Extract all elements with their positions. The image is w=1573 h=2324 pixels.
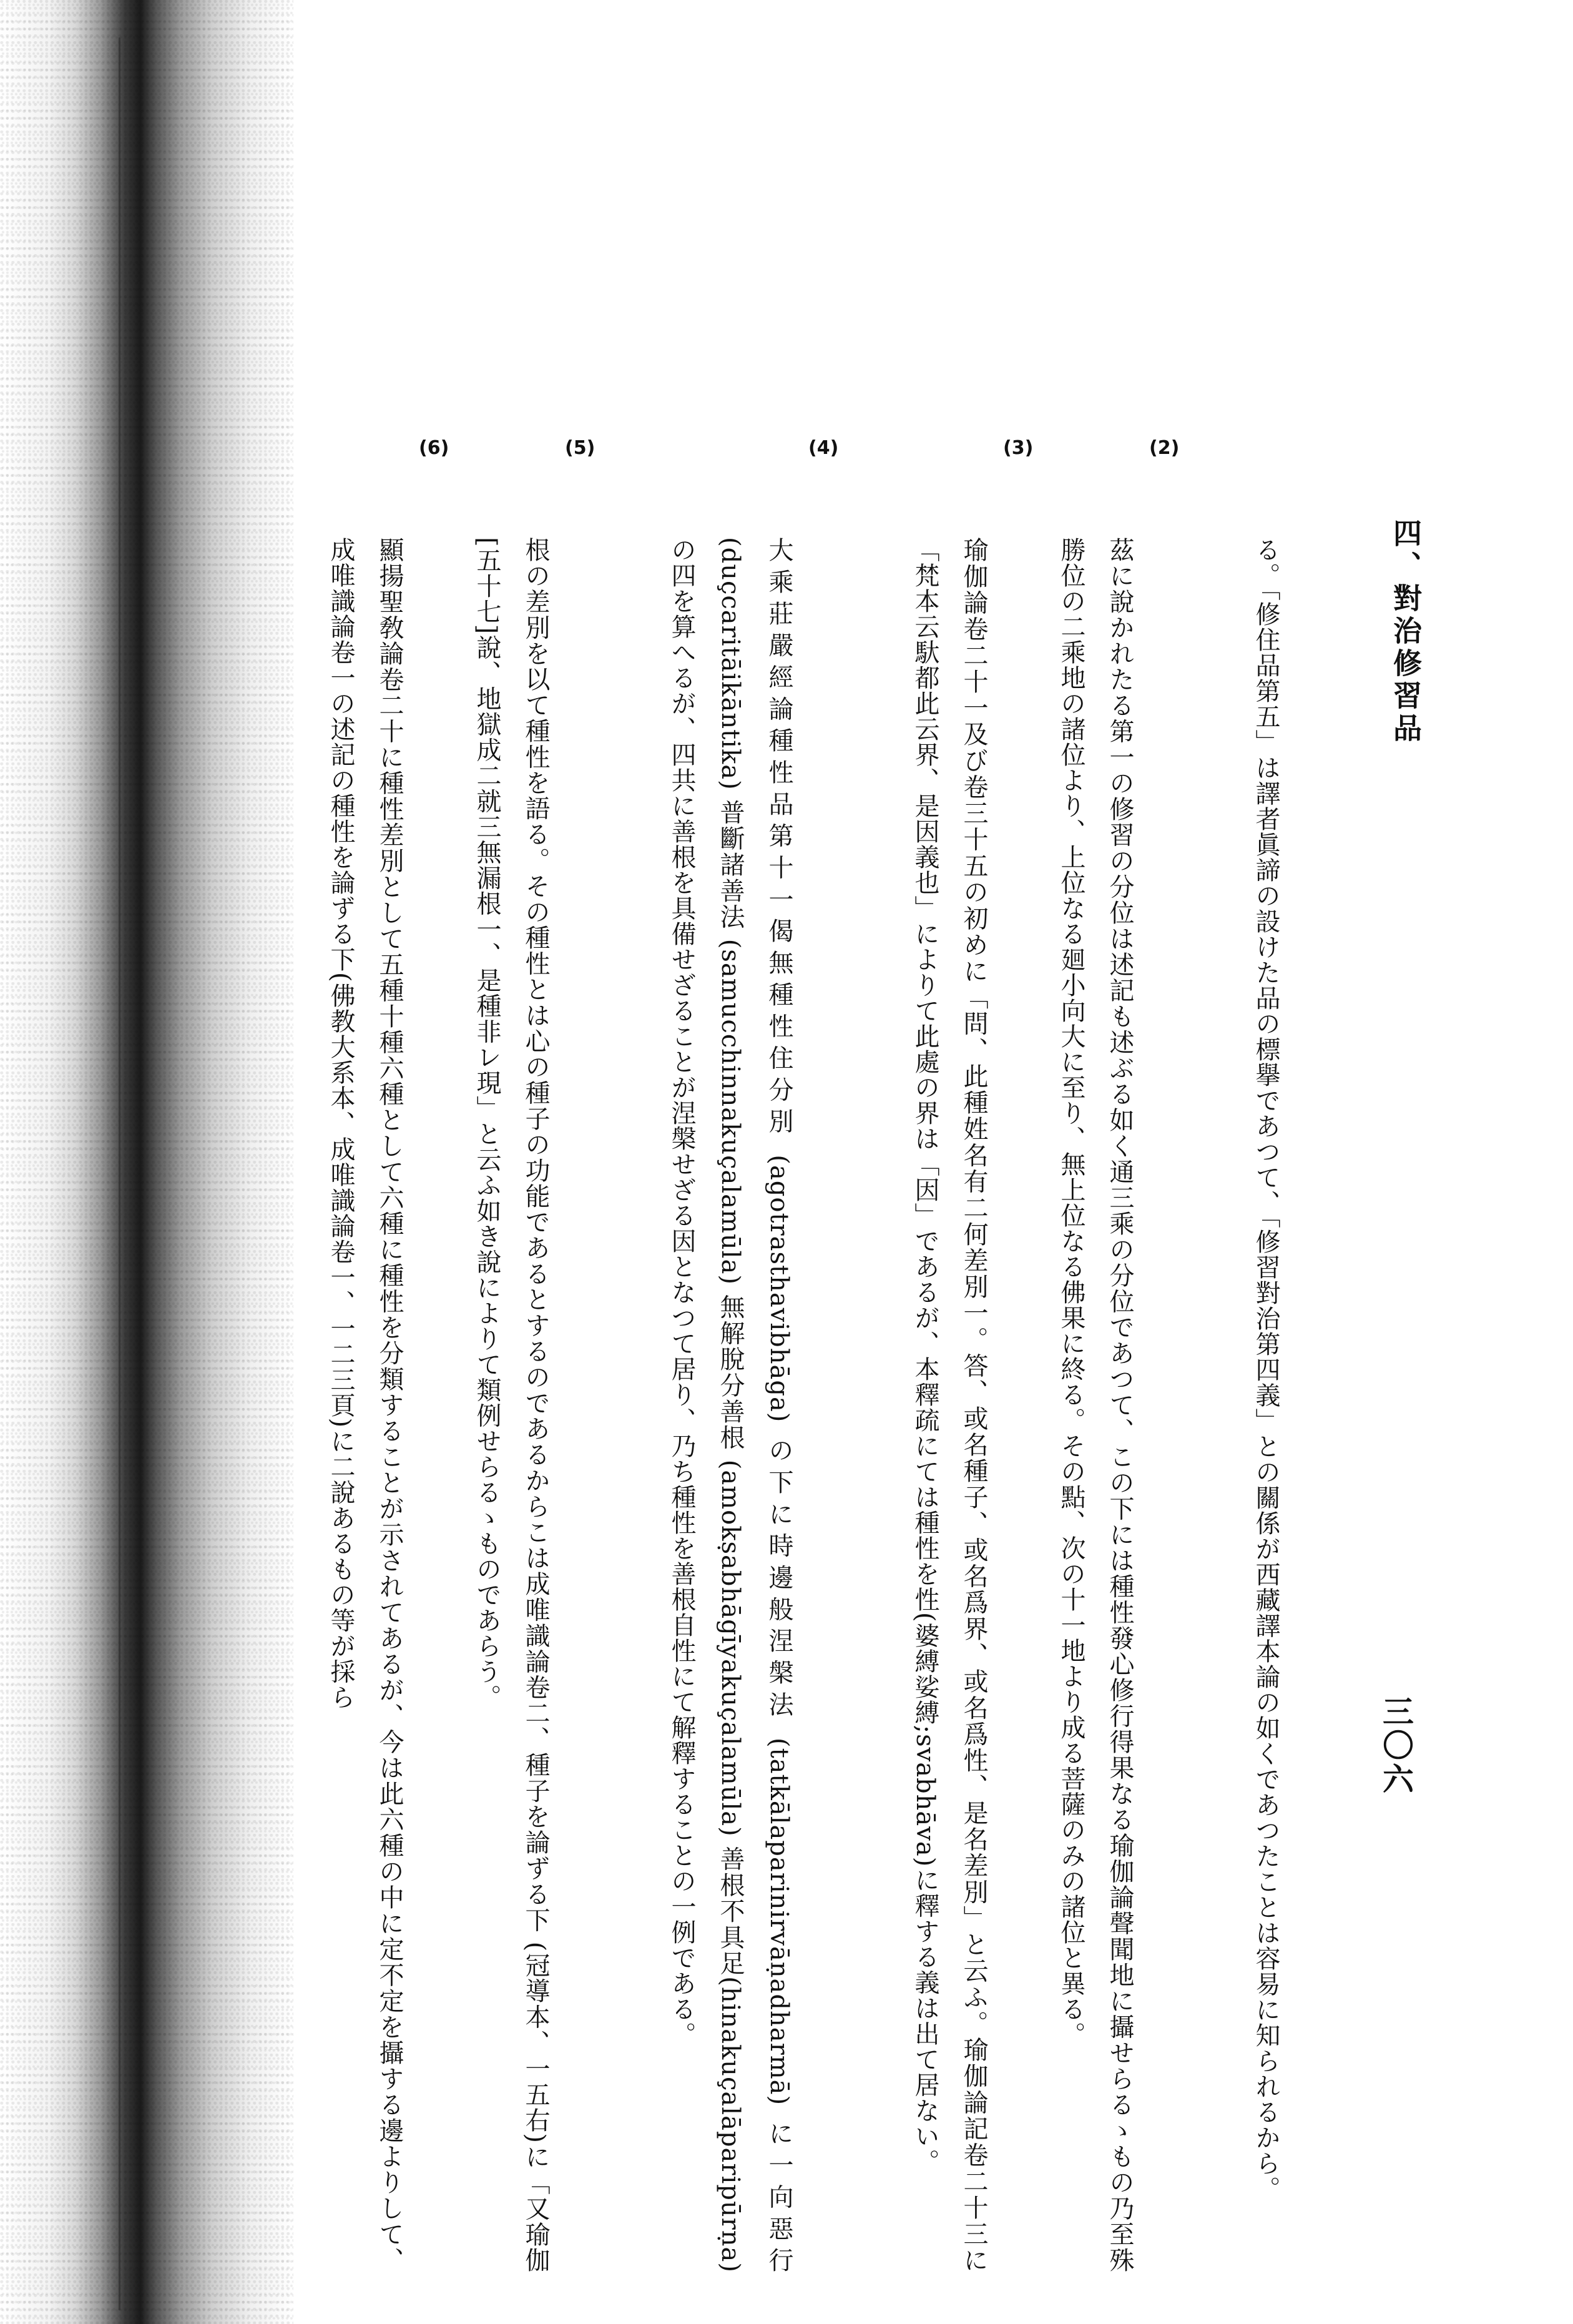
note-3 <box>852 437 1047 2273</box>
note-continuation <box>1193 537 1339 2273</box>
note-text: 瑜伽論卷二十一及び卷三十五の初めに「問、此種姓名有二何差別一。答、或名種子、或名爲界、或名爲性、是名差別」と云ふ。瑜伽論記卷二十三に「梵本云馱都此云界、是因義也」によりて此處の界は「因」であるが、本釋疏にては種性を性(婆縛娑縛;svabhāva)に釋する義は出て居ない。 <box>911 537 988 2273</box>
note-2 <box>1047 437 1193 2273</box>
note-5 <box>463 437 609 2273</box>
note-4 <box>609 437 852 2273</box>
note-marker <box>1290 537 1339 2273</box>
note-text: る。「修住品第五」は譯者眞諦の設けた品の標擧であつて、「修習對治第四義」との關係が西藏譯本論の如くであつたことは容易に知られるから。 <box>1252 537 1280 2202</box>
notes-block <box>326 437 1339 2273</box>
note-text: 茲に說かれたる第一の修習の分位は述記も述ぶる如く通三乘の分位であつて、この下には種性發心修行得果なる瑜伽論聲聞地に攝せらるゝもの乃至殊勝位の二乘地の諸位より、上位なる廻小向大に至り、無上位なる佛果に終る。その點、次の十一地より成る菩薩のみの諸位と異る。 <box>1057 537 1134 2273</box>
note-marker: (6) <box>419 437 449 459</box>
note-text: 大乘莊嚴經論種性品第十一偈無種性住分別 (agotrasthavibhāga) の下に時邊般涅槃法 (tatkālaparinirvāṇadharmā) に一向惡行 (duçcaritāikāntika) 普斷諸善法 (samucchinnakuçalamūla) 無解脫分善根 (amokṣabhāgīyakuçalamūla) 善根不具足(hinakuçalāparipūrṇa) の四を算へるが、四共に善根を具備せざることが涅槃せざる因となつて居り、乃ち種性を善根自性にて解釋することの一例である。 <box>667 537 793 2273</box>
scan-gutter-shadow <box>0 0 293 2324</box>
section-title: 四、對治修習品 <box>1389 518 1423 746</box>
note-marker: (3) <box>1003 437 1034 459</box>
gutter-fold-line <box>119 37 120 2310</box>
note-marker: (5) <box>565 437 595 459</box>
page-number: 三〇六 <box>1378 1695 1414 1796</box>
note-text: 顯揚聖敎論卷二十に種性差別として五種十種六種として六種に種性を分類することが示されてあるが、今は此六種の中に定不定を攝する邊よりして、成唯識論卷一の述記の種性を論ずる下(佛教大系本、成唯識論卷一、一二三頁)に二說あるもの等が採ら <box>326 537 404 2273</box>
note-marker: (4) <box>808 437 839 459</box>
note-text: 根の差別を以て種性を語る。その種性とは心の種子の功能であるとするのであるからこは成唯識論卷二、種子を論ずる下 (冠導本、一五右)に「又瑜伽[五十七]說、地獄成二就三無漏根一、是種非レ現」と云ふ如き說によりて類例せらるゝものであらう。 <box>473 537 550 2273</box>
note-marker: (2) <box>1149 437 1180 459</box>
note-6 <box>316 437 463 2273</box>
